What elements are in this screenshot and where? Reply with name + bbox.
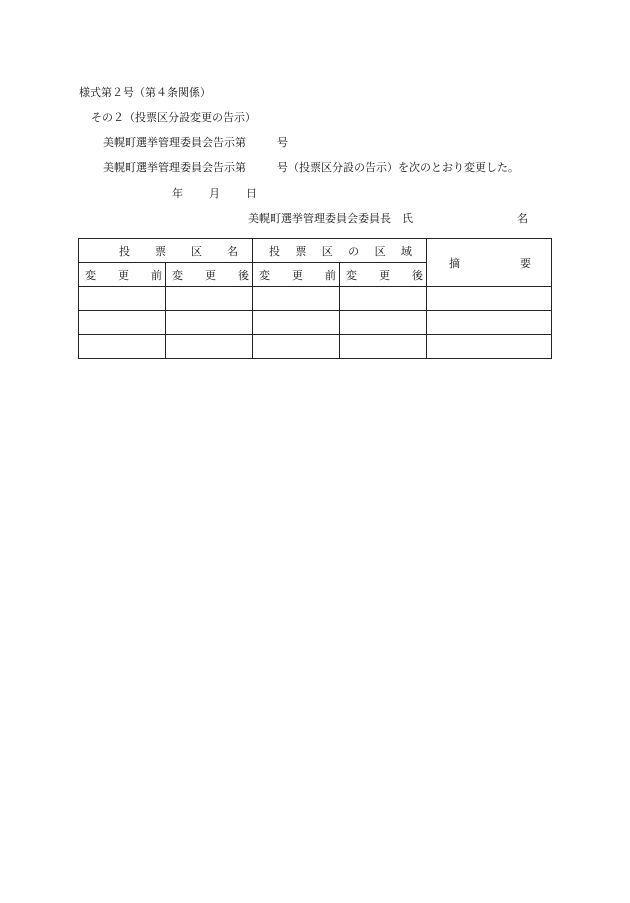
header-memo (427, 239, 552, 287)
table-cell (166, 335, 253, 359)
date-month: 月 (209, 187, 220, 200)
table-row (79, 311, 552, 335)
table-cell (166, 287, 253, 311)
sub-after-char: 後 (238, 268, 249, 282)
table-cell (253, 287, 340, 311)
sub-area-before (253, 263, 340, 287)
sub-before-char: 更 (292, 268, 303, 282)
sub-after-char: 変 (346, 268, 357, 282)
notice-number-suffix: 号 (277, 136, 288, 149)
sub-name-before (79, 263, 166, 287)
signature-title: 美幌町選挙管理委員会委員長 氏 (248, 212, 413, 225)
sub-before-char: 前 (151, 268, 162, 282)
change-table (78, 238, 552, 359)
header-district-name-char: 票 (155, 244, 166, 258)
table-cell (166, 311, 253, 335)
sub-after-char: 後 (412, 268, 423, 282)
table-cell (79, 287, 166, 311)
date-line (172, 187, 283, 201)
table-cell (427, 335, 552, 359)
header-district-area-char: 区 (321, 244, 333, 258)
table-cell (253, 335, 340, 359)
header-district-name-char: 投 (119, 244, 130, 258)
table-header-row (79, 239, 552, 263)
form-subtitle: その２（投票区分設変更の告示） (91, 111, 256, 124)
body-text-suffix: 号（投票区分設の告示）を次のとおり変更した。 (277, 161, 519, 174)
sub-before-char: 更 (118, 268, 129, 282)
table-cell (79, 311, 166, 335)
table-cell (427, 287, 552, 311)
header-district-name (79, 239, 253, 263)
sub-before-char: 変 (259, 268, 270, 282)
table-cell (340, 311, 427, 335)
table-cell (79, 335, 166, 359)
sub-after-char: 更 (205, 268, 216, 282)
header-memo-char: 摘 (449, 256, 460, 270)
form-label: 様式第２号（第４条関係） (79, 86, 211, 99)
signature-name: 名 (517, 212, 528, 225)
table-cell (427, 311, 552, 335)
sub-before-char: 変 (85, 268, 96, 282)
date-day: 日 (246, 187, 257, 200)
table-row (79, 335, 552, 359)
table-cell (340, 335, 427, 359)
table-cell (253, 311, 340, 335)
date-year: 年 (172, 187, 183, 200)
sub-name-after (166, 263, 253, 287)
sub-before-char: 前 (325, 268, 336, 282)
sub-after-char: 更 (379, 268, 390, 282)
header-district-area-char: 域 (400, 244, 412, 258)
table-cell (340, 287, 427, 311)
table-row (79, 287, 552, 311)
header-district-area-char: 区 (374, 244, 386, 258)
header-district-area-char: の (348, 244, 360, 258)
header-district-name-char: 区 (191, 244, 202, 258)
sub-area-after (340, 263, 427, 287)
body-text-prefix: 美幌町選挙管理委員会告示第 (103, 161, 246, 174)
notice-number-prefix: 美幌町選挙管理委員会告示第 (103, 136, 246, 149)
header-district-area (253, 239, 427, 263)
sub-after-char: 変 (172, 268, 183, 282)
header-memo-char: 要 (520, 256, 531, 270)
header-district-name-char: 名 (227, 244, 238, 258)
header-district-area-char: 票 (295, 244, 307, 258)
header-district-area-char: 投 (269, 244, 280, 258)
